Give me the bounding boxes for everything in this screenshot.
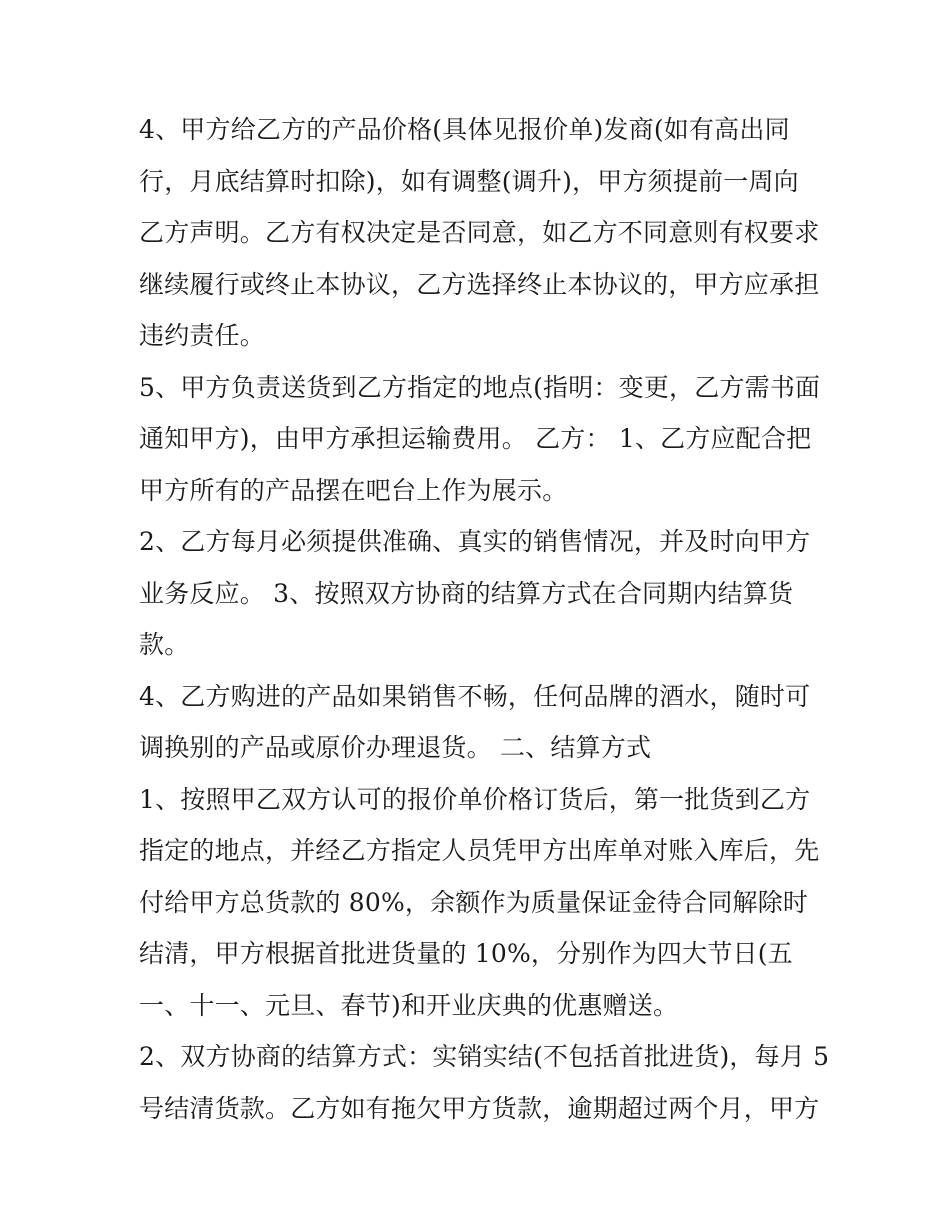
- text-line: 指定的地点，并经乙方指定人员凭甲方出库单对账入库后，先: [139, 836, 820, 865]
- text-line: 1、按照甲乙双方认可的报价单价格订货后，第一批货到乙方: [139, 784, 811, 814]
- text-line: 2、双方协商的结算方式：实销实结(不包括首批进货)，每月 5: [139, 1042, 830, 1071]
- text-line: 4、乙方购进的产品如果销售不畅，任何品牌的酒水，随时可: [139, 681, 811, 711]
- text-line: 4、甲方给乙方的产品价格(具体见报价单)发商(如有高出同: [139, 115, 790, 144]
- text-line: 业务反应。 3、按照双方协商的结算方式在合同期内结算货: [139, 578, 794, 608]
- text-line: 调换别的产品或原价办理退货。 二、结算方式: [139, 733, 652, 762]
- text-line: 2、乙方每月必须提供准确、真实的销售情况，并及时向甲方: [139, 527, 811, 556]
- text-line: 甲方所有的产品摆在吧台上作为展示。: [139, 475, 568, 505]
- text-line: 款。: [139, 630, 190, 659]
- text-line: 一、十一、元旦、春节)和开业庆典的优惠赠送。: [139, 990, 679, 1020]
- text-line: 继续履行或终止本协议，乙方选择终止本协议的，甲方应承担: [139, 269, 820, 299]
- text-line: 违约责任。: [139, 321, 266, 350]
- text-line: 付给甲方总货款的 80%，余额作为质量保证金待合同解除时: [139, 887, 809, 917]
- text-line: 行，月底结算时扣除)，如有调整(调升)，甲方须提前一周向: [139, 166, 799, 196]
- text-line: 通知甲方)，由甲方承担运输费用。 乙方： 1、乙方应配合把: [139, 424, 812, 453]
- text-line: 5、甲方负责送货到乙方指定的地点(指明：变更，乙方需书面: [139, 372, 821, 402]
- text-line: 结清，甲方根据首批进货量的 10%，分别作为四大节日(五: [139, 939, 793, 968]
- contract-text: [139, 104, 830, 1134]
- text-line: 乙方声明。乙方有权决定是否同意，如乙方不同意则有权要求: [139, 218, 820, 247]
- text-line: 号结清货款。乙方如有拖欠甲方货款，逾期超过两个月，甲方: [139, 1093, 820, 1123]
